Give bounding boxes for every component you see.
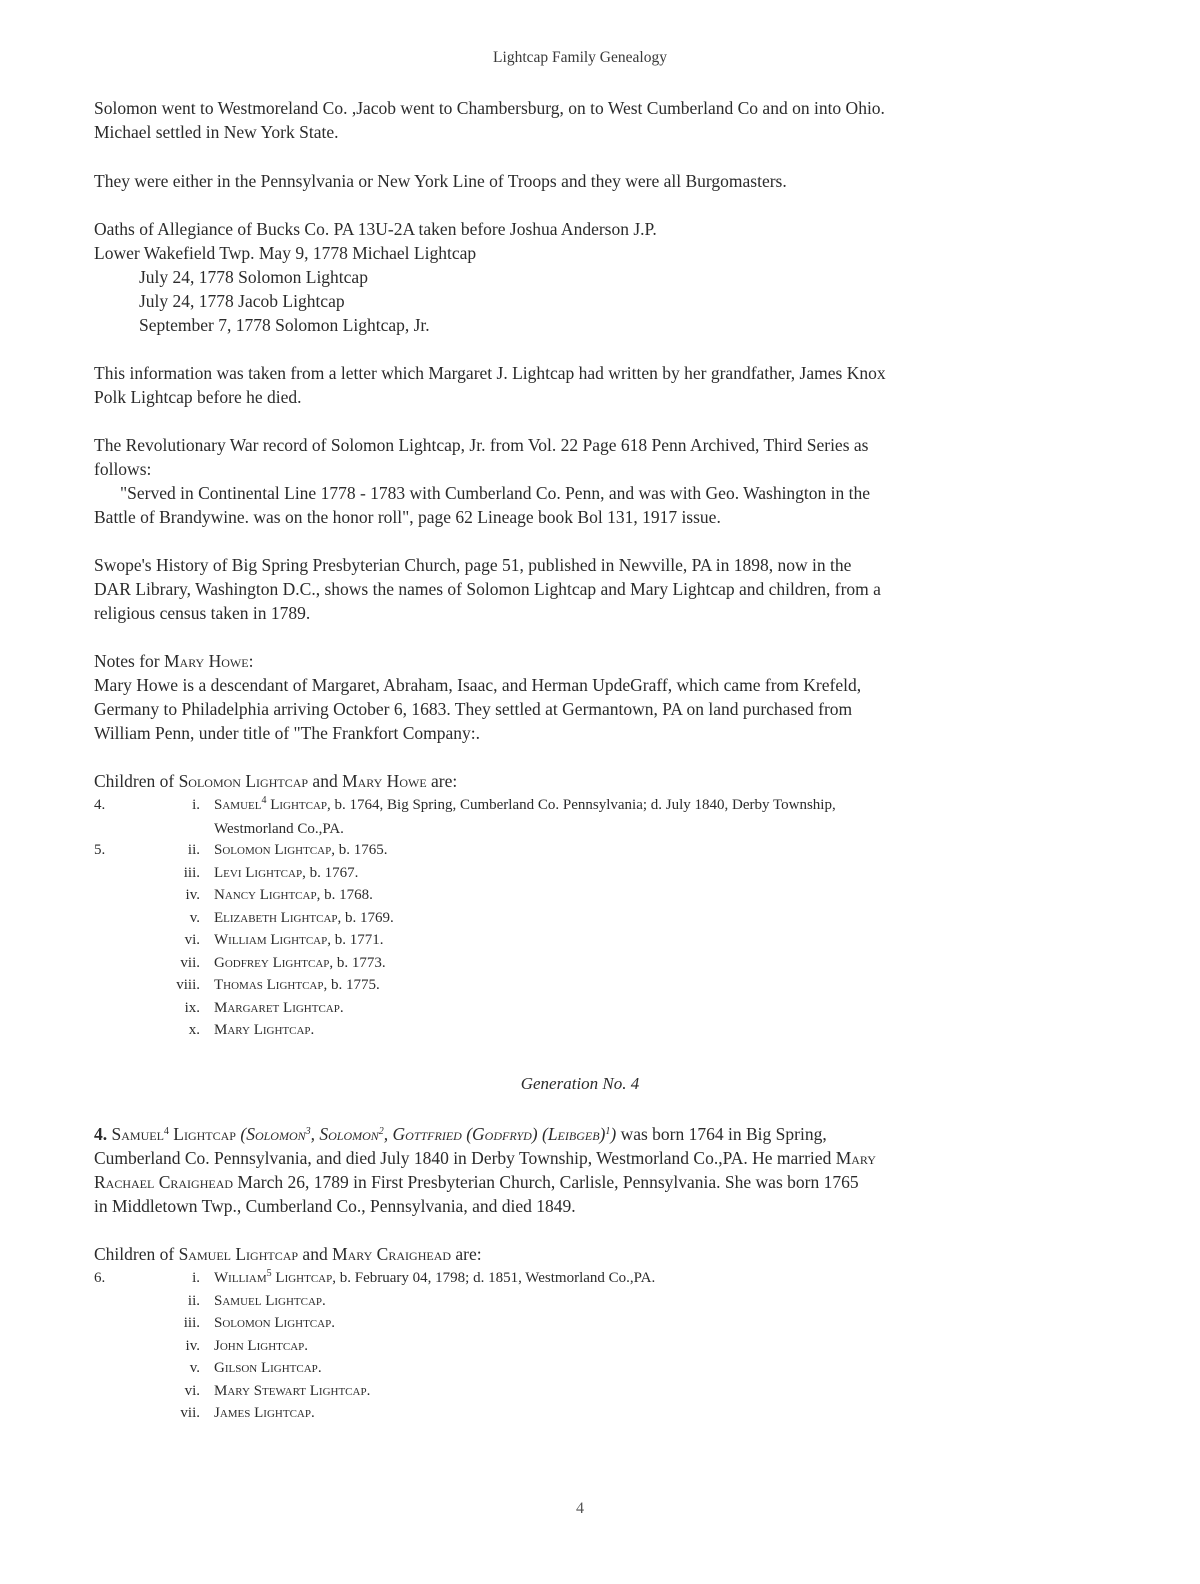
- father-name: Solomon Lightcap: [178, 771, 309, 791]
- child-text: [214, 973, 1044, 997]
- child-row: [94, 1379, 1044, 1402]
- text-line: Michael settled in New York State.: [94, 122, 339, 142]
- child-text: [214, 1334, 1044, 1358]
- generation-superscript: 1: [605, 1126, 611, 1137]
- child-row: [94, 1401, 1044, 1424]
- child-name: Solomon Lightcap: [214, 1315, 332, 1331]
- child-detail: , b. 1767.: [302, 864, 359, 881]
- child-index: vii.: [180, 1405, 200, 1421]
- child-text: [214, 906, 1044, 930]
- child-name: Margaret Lightcap: [214, 999, 340, 1016]
- child-detail: , b. 1773.: [329, 954, 386, 971]
- samuel-biography: [94, 1122, 1044, 1218]
- mother-name: Mary Howe: [342, 771, 427, 791]
- child-row: [94, 996, 1044, 1019]
- paragraph-swope-history: [94, 553, 1044, 625]
- child-index: v.: [189, 909, 200, 926]
- child-name: Nancy Lightcap: [214, 887, 317, 903]
- child-surname: Lightcap: [271, 1270, 333, 1286]
- children-solomon-list: [94, 793, 1044, 1041]
- notes-heading: [94, 649, 1044, 673]
- child-name: Samuel: [214, 797, 262, 813]
- generation-superscript: 2: [378, 1126, 384, 1137]
- child-name: James Lightcap: [214, 1405, 311, 1421]
- child-index: viii.: [176, 977, 200, 993]
- child-name: Mary Stewart Lightcap: [214, 1382, 367, 1399]
- subject-name: Samuel: [111, 1124, 164, 1144]
- child-index: iv.: [185, 887, 200, 903]
- children-solomon-intro: [94, 769, 1044, 793]
- child-name: Solomon Lightcap: [214, 842, 332, 858]
- bio-text: in Middletown Twp., Cumberland Co., Pennsylvania, and died 1849.: [94, 1196, 576, 1216]
- running-header: Lightcap Family Genealogy: [493, 49, 667, 66]
- bio-text: Cumberland Co. Pennsylvania, and died July 1840 in Derby Township, Westmorland Co.,PA. He married: [94, 1148, 836, 1168]
- child-detail: .: [322, 1292, 326, 1309]
- generation-superscript: 4: [163, 1126, 169, 1137]
- child-name: Thomas Lightcap: [214, 977, 324, 993]
- child-row: [94, 793, 1044, 838]
- child-name: Godfrey Lightcap: [214, 954, 330, 971]
- child-row: [94, 1311, 1044, 1334]
- lineage-ancestor: Solomon: [246, 1124, 306, 1144]
- child-detail: , b. 1764, Big Spring, Cumberland Co. Pennsylvania; d. July 1840, Derby Township,: [327, 797, 836, 813]
- child-index: x.: [188, 1022, 200, 1038]
- child-name: Elizabeth Lightcap: [214, 909, 338, 926]
- text-line: This information was taken from a letter which Margaret J. Lightcap had written by her grandfather, James Knox: [94, 363, 886, 383]
- child-name: John Lightcap: [214, 1337, 305, 1354]
- child-detail: .: [331, 1315, 335, 1331]
- paragraph-letter: [94, 361, 1044, 409]
- child-text: [214, 1018, 1044, 1042]
- text-line: follows:: [94, 459, 152, 479]
- father-name: Samuel Lightcap: [178, 1244, 299, 1264]
- child-index: v.: [189, 1360, 200, 1376]
- children-samuel-list: [94, 1266, 1044, 1424]
- child-row: [94, 951, 1044, 974]
- generation-superscript: 5: [266, 1268, 272, 1279]
- child-detail: .: [317, 1360, 322, 1376]
- entry-number: 4.: [94, 1124, 108, 1144]
- oath-entry: September 7, 1778 Solomon Lightcap, Jr.: [139, 315, 430, 335]
- intro-text: are:: [451, 1244, 482, 1264]
- child-row: [94, 906, 1044, 929]
- child-row: [94, 1334, 1044, 1357]
- child-ref-number: 6.: [94, 1270, 106, 1286]
- intro-text: and: [308, 771, 343, 791]
- child-row: [94, 861, 1044, 884]
- paragraph-migration: [94, 96, 1044, 144]
- child-surname: Lightcap: [266, 797, 328, 813]
- child-text: [214, 1266, 1044, 1290]
- text-line: Mary Howe is a descendant of Margaret, Abraham, Isaac, and Herman UpdeGraff, which came from Krefeld,: [94, 675, 862, 695]
- quote-line: "Served in Continental Line 1778 - 1783 with Cumberland Co. Penn, and was with Geo. Washington in the: [120, 483, 871, 503]
- quote-line: Battle of Brandywine. was on the honor roll", page 62 Lineage book Bol 131, 1917 issue.: [94, 507, 721, 527]
- notes-person-name: Mary Howe: [163, 651, 249, 671]
- child-index: ii.: [187, 842, 200, 858]
- child-index: i.: [192, 1270, 200, 1286]
- child-text: [214, 951, 1044, 975]
- child-text: [214, 1401, 1044, 1425]
- child-text: [214, 928, 1044, 952]
- oath-entry: July 24, 1778 Solomon Lightcap: [139, 267, 368, 287]
- child-text: [214, 996, 1044, 1020]
- child-row: [94, 1018, 1044, 1041]
- text-line: Lower Wakefield Twp. May 9, 1778 Michael Lightcap: [94, 243, 477, 263]
- child-detail: , b. 1765.: [331, 842, 388, 858]
- child-text: [214, 861, 1044, 885]
- child-detail: , b. February 04, 1798; d. 1851, Westmorland Co.,PA.: [332, 1270, 656, 1286]
- child-name: Levi Lightcap: [214, 864, 303, 881]
- paragraph-troops: They were either in the Pennsylvania or New York Line of Troops and they were all Burgomasters.: [94, 171, 787, 191]
- child-index: vii.: [180, 954, 200, 971]
- child-index: vi.: [184, 1382, 200, 1399]
- lineage: [236, 1124, 616, 1144]
- child-detail: .: [304, 1337, 308, 1354]
- lineage-separator: ,: [310, 1124, 320, 1144]
- child-ref-number: 4.: [94, 797, 106, 813]
- child-detail: .: [310, 1405, 315, 1421]
- text-line: Swope's History of Big Spring Presbyterian Church, page 51, published in Newville, PA in 1898, now in the: [94, 555, 852, 575]
- child-row: [94, 883, 1044, 906]
- child-row: [94, 1289, 1044, 1312]
- child-ref-number: 5.: [94, 842, 106, 858]
- child-detail: , b. 1768.: [316, 887, 373, 903]
- child-text: [214, 1289, 1044, 1313]
- generation-superscript: 4: [261, 795, 267, 806]
- lineage-separator: ,: [383, 1124, 393, 1144]
- child-detail: , b. 1769.: [337, 909, 394, 926]
- lineage-ancestor: Solomon: [319, 1124, 379, 1144]
- child-name: William: [214, 1270, 267, 1286]
- child-detail: , b. 1771.: [327, 932, 384, 948]
- text-line: The Revolutionary War record of Solomon Lightcap, Jr. from Vol. 22 Page 618 Penn Archived, Third Series as: [94, 435, 869, 455]
- text-line: Oaths of Allegiance of Bucks Co. PA 13U-2A taken before Joshua Anderson J.P.: [94, 219, 657, 239]
- lineage-paren: (: [235, 1124, 247, 1144]
- text-line: religious census taken in 1789.: [94, 603, 311, 623]
- text-line: DAR Library, Washington D.C., shows the names of Solomon Lightcap and Mary Lightcap and children, from a: [94, 579, 881, 599]
- lineage-ancestor: Gottfried (Godfryd) (Leibgeb): [392, 1124, 606, 1144]
- child-text: [214, 793, 1044, 841]
- child-name: William Lightcap: [214, 932, 328, 948]
- notes-colon: :: [248, 651, 254, 671]
- child-index: vi.: [184, 932, 200, 948]
- generation-heading: Generation No. 4: [520, 1074, 640, 1093]
- child-index: ix.: [184, 999, 200, 1016]
- intro-text: Children of: [94, 771, 179, 791]
- child-detail: , b. 1775.: [323, 977, 380, 993]
- text-line: Solomon went to Westmoreland Co. ,Jacob went to Chambersburg, on to West Cumberland Co and on into Ohio.: [94, 98, 885, 118]
- child-name: Gilson Lightcap: [214, 1360, 318, 1376]
- child-index: iii.: [183, 1315, 200, 1331]
- intro-text: Children of: [94, 1244, 179, 1264]
- spouse-first-name: Mary: [835, 1148, 876, 1168]
- lineage-paren: ): [610, 1124, 617, 1144]
- intro-text: are:: [426, 771, 458, 791]
- child-row: [94, 1266, 1044, 1289]
- child-row: [94, 928, 1044, 951]
- mother-name: Mary Craighead: [332, 1244, 452, 1264]
- child-detail-continued: Westmorland Co.,PA.: [214, 821, 344, 837]
- notes-label: Notes for: [94, 651, 164, 671]
- children-samuel-intro: [94, 1242, 1044, 1266]
- paragraph-revolutionary-record: [94, 433, 1044, 529]
- intro-text: and: [298, 1244, 333, 1264]
- child-detail: .: [339, 999, 344, 1016]
- child-text: [214, 1356, 1044, 1380]
- subject-surname: Lightcap: [168, 1124, 236, 1144]
- text-line: William Penn, under title of "The Frankfort Company:.: [94, 723, 481, 743]
- oath-entry: July 24, 1778 Jacob Lightcap: [139, 291, 345, 311]
- child-index: iii.: [183, 864, 200, 881]
- bio-text: March 26, 1789 in First Presbyterian Church, Carlisle, Pennsylvania. She was born 1765: [233, 1172, 859, 1192]
- spouse-name: Rachael Craighead: [94, 1172, 234, 1192]
- child-name: Mary Lightcap: [214, 1022, 311, 1038]
- child-text: [214, 838, 1044, 862]
- child-text: [214, 883, 1044, 907]
- generation-superscript: 3: [305, 1126, 311, 1137]
- child-index: i.: [192, 797, 200, 813]
- child-name: Samuel Lightcap: [214, 1292, 323, 1309]
- child-row: [94, 973, 1044, 996]
- child-detail: .: [310, 1022, 315, 1038]
- text-line: Polk Lightcap before he died.: [94, 387, 302, 407]
- child-detail: .: [366, 1382, 371, 1399]
- bio-text: was born 1764 in Big Spring,: [616, 1124, 827, 1144]
- child-text: [214, 1311, 1044, 1335]
- child-text: [214, 1379, 1044, 1403]
- child-index: iv.: [185, 1337, 200, 1354]
- child-row: [94, 838, 1044, 861]
- oaths-block: [94, 217, 1044, 337]
- child-index: ii.: [187, 1292, 200, 1309]
- child-row: [94, 1356, 1044, 1379]
- notes-mary-howe: [94, 649, 1044, 745]
- text-line: Germany to Philadelphia arriving October 6, 1683. They settled at Germantown, PA on land purchased from: [94, 699, 853, 719]
- page-number: 4: [576, 1500, 584, 1517]
